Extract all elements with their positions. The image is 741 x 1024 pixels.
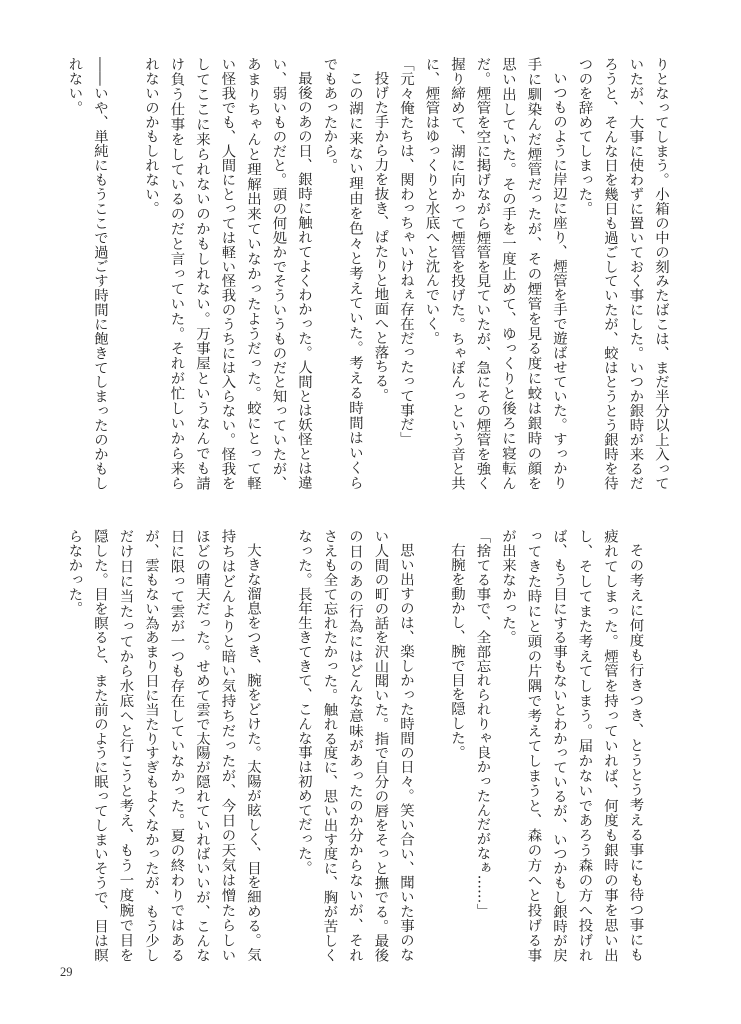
lower-text-block <box>61 529 673 962</box>
blank-line <box>265 529 291 962</box>
text-column: れない。 <box>66 57 83 115</box>
text-column: 隠した。目を瞑ると、また前のように眠ってしまいそうで、目は瞑 <box>92 529 108 962</box>
text-column: い人間の町の話を沢山聞いた。指で自分の唇をそっと撫でる。最後 <box>372 529 389 962</box>
text-column: つのを辞めてしまった。 <box>576 57 593 216</box>
text-column: ば、もう目にする事もないとわかっているが、いつかもし銀時が戻 <box>551 529 567 962</box>
text-column: い、弱いものだと。頭の何処かでそういうものだと知っていたが、 <box>270 57 287 490</box>
text-column: ってきた時にと頭の片隅で考えてしまうと、森の方へと投げる事 <box>525 529 542 962</box>
text-column: ――いや、単純にもうここで過ごす時間に飽きてしまったのかもし <box>92 57 108 490</box>
text-column: その考えに何度も行きつき、とうとう考える事にも待つ事にも <box>627 543 644 962</box>
text-column: さえも全て忘れたかった。触れる度に、思い出す度に、胸が苦しく <box>321 529 338 962</box>
text-column: の日のあの行為にはどんな意味があったのか分からないが、それ <box>347 529 363 962</box>
text-column: 握り締めて、湖に向かって煙管を投げた。ちゃぽんっという音と共 <box>449 57 465 490</box>
text-column: だ。煙管を空に掲げながら煙管を見ていたが、急にその煙管を強く <box>474 57 491 490</box>
text-column: でもあったから。 <box>321 57 338 173</box>
upper-text-block <box>61 57 673 490</box>
text-column: りとなってしまう。小箱の中の刻みたばこは、まだ半分以上入って <box>653 57 669 490</box>
text-column: 思い出すのは、楽しかった時間の日々。笑い合い、聞いた事のな <box>398 543 414 962</box>
text-column: 右腕を動かし、腕で目を隠した。 <box>449 543 465 760</box>
text-column: け負う仕事をしているのだと言っていた。それが忙しいから来ら <box>168 57 185 490</box>
text-column: 持ちはどんよりと暗い気持ちだったが、今日の天気は憎たらしい <box>219 529 236 962</box>
text-column: れないのかもしれない。 <box>143 57 159 216</box>
blank-line <box>648 529 674 962</box>
text-column: 疲れてしまった。煙管を持っていれば、何度も銀時の事を思い出 <box>602 529 618 962</box>
text-column: し、そしてまた考えてしまう。届かないであろう森の方へ投げれ <box>576 529 593 962</box>
text-column: らなかった。 <box>66 529 83 616</box>
text-column: いたが、大事に使わずに置いておく事にした。いつか銀時が来るだ <box>627 57 644 490</box>
dialogue-column: 「捨てる事で、全部忘れられりゃ良かったんだがなぁ……」 <box>474 529 491 918</box>
text-column: 日に限って雲が一つも存在していなかった。夏の終わりではある <box>168 529 185 962</box>
text-column: 投げた手から力を抜き、ぱたりと地面へと落ちる。 <box>372 71 389 403</box>
text-column: ろうと、そんな日を幾日も過ごしていたが、蛟はとうとう銀時を待 <box>602 57 618 490</box>
text-column: なった。長年生きてきて、こんな事は初めてだった。 <box>296 529 312 875</box>
text-column: ほどの晴天だった。せめて雲で太陽が隠れていればいいが、こんな <box>194 529 210 962</box>
text-column: 手に馴染んだ煙管だったが、その煙管を見る度に蛟は銀時の顔を <box>525 57 542 490</box>
text-column: あまりちゃんと理解出来ていなかったようだった。蛟にとって軽 <box>245 57 261 490</box>
text-column: してここに来られないのかもしれない。万事屋というなんでも請 <box>194 57 210 490</box>
page-number: 29 <box>60 965 73 979</box>
text-column: が出来なかった。 <box>500 529 516 645</box>
text-column: 最後のあの日、銀時に触れてよくわかった。人間とは妖怪とは違 <box>296 71 312 490</box>
text-column: だけ日に当たってから水底へと行こうと考え、もう一度腕で目を <box>117 529 134 962</box>
dialogue-column: 「元々俺たちは、関わっちゃいけねぇ存在だったって事だ」 <box>398 57 414 446</box>
blank-line <box>112 57 138 490</box>
text-column: 大きな溜息をつき、腕をどけた。太陽が眩しく、目を細める。気 <box>245 543 261 962</box>
blank-line <box>418 529 444 962</box>
text-column: が、雲もない為あまり日に当たりすぎもよくなかったが、もう少し <box>143 529 159 962</box>
text-column: い怪我でも、人間にとっては軽い怪我のうちには入らない。怪我を <box>219 57 236 490</box>
text-column: いつものように岸辺に座り、煙管を手で遊ばせていた。すっかり <box>551 71 567 490</box>
text-column: に、煙管はゆっくりと水底へと沈んでいく。 <box>423 57 440 345</box>
text-column: 思い出していた。その手を一度止めて、ゆっくりと後ろに寝転ん <box>500 57 516 490</box>
text-column: この湖に来ない理由を色々と考えていた。考える時間はいくら <box>347 71 363 490</box>
